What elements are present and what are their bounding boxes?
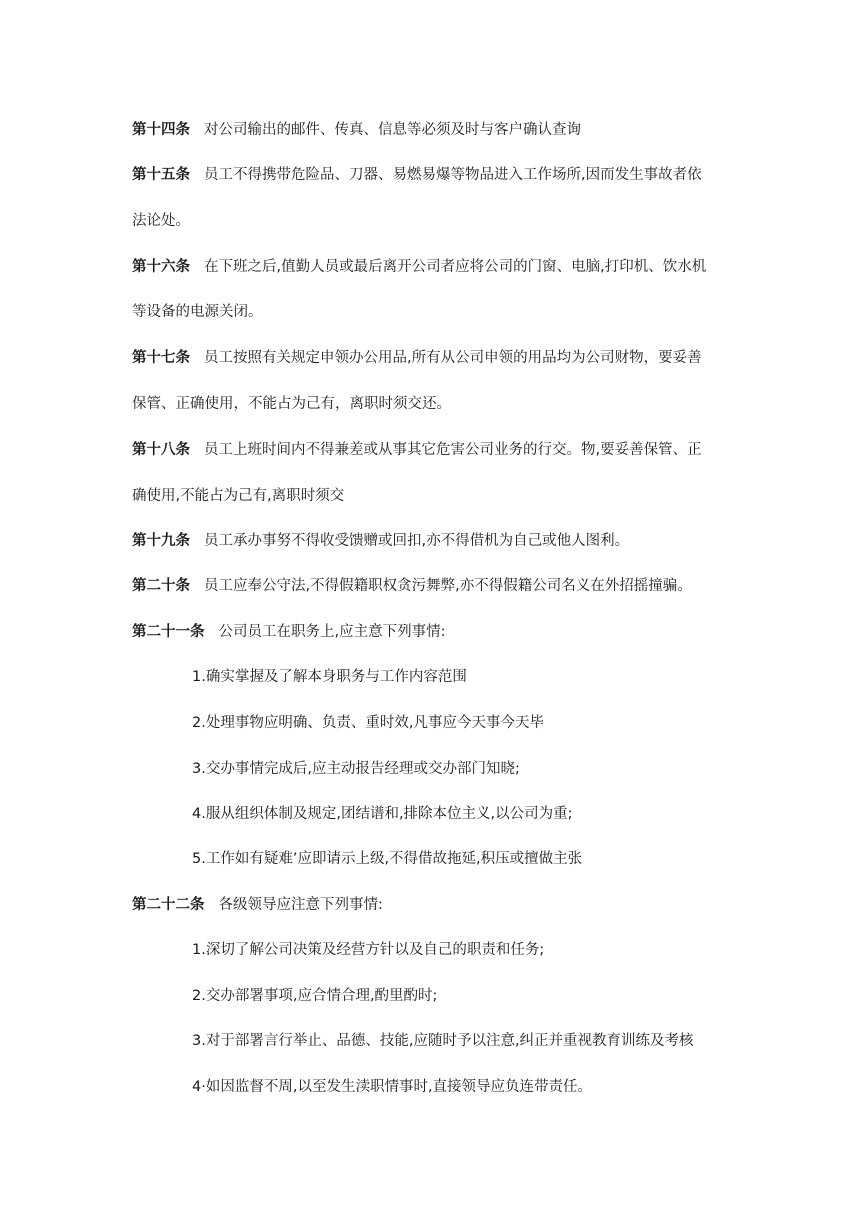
list-item (192, 940, 544, 960)
article-15 (132, 165, 702, 185)
article-15-continuation (132, 211, 190, 231)
list-item-text: 4·如因监督不周,以至发生渎职情事时,直接领导应负连带责任。 (192, 1079, 593, 1095)
article-number: 第十五条 (132, 167, 190, 183)
article-number: 第十九条 (132, 533, 190, 549)
list-item-text: 2.处理事物应明确、负责、重时效,凡事应今天事今天毕 (192, 715, 544, 731)
article-text: 员工不得携带危险品、刀器、易燃易爆等物品进入工作场所,因而发生事故者依 (204, 167, 702, 183)
article-text: 各级领导应注意下列事情: (218, 897, 383, 913)
article-text: 在下班之后,值勤人员或最后离开公司者应将公司的门窗、电脑,打印机、饮水机 (204, 259, 707, 275)
article-number: 第十七条 (132, 350, 190, 366)
article-text: 公司员工在职务上,应主意下列事情: (218, 624, 446, 640)
list-item-text: 2.交办部署事项,应合情合理,酌里酌时; (192, 988, 438, 1004)
article-18 (132, 440, 702, 460)
article-21 (132, 622, 446, 642)
article-19 (132, 531, 629, 551)
article-16 (132, 257, 706, 277)
list-item (192, 667, 467, 687)
list-item-text: 1.确实掌握及了解本身职务与工作内容范围 (192, 669, 467, 685)
list-item-text: 1.深切了解公司决策及经营方针以及自己的职责和任务; (192, 942, 545, 958)
article-22 (132, 895, 383, 915)
article-text: 等设备的电源关闭。 (132, 304, 263, 320)
article-text: 确使用,不能占为己有,离职时须交 (132, 488, 345, 504)
article-text: 员工承办事努不得收受馈赠或回扣,亦不得借机为自己或他人图利。 (204, 533, 630, 549)
list-item (192, 1077, 592, 1097)
article-14 (132, 120, 581, 140)
article-number: 第二十一条 (132, 624, 205, 640)
article-18-continuation (132, 486, 344, 506)
article-text: 对公司输出的邮件、传真、信息等必须及时与客户确认查询 (204, 122, 581, 138)
list-item (192, 804, 573, 824)
list-item-text: 3.对于部署言行举止、品德、技能,应随时予以注意,纠正并重视教育训练及考核 (192, 1033, 694, 1049)
article-number: 第十六条 (132, 259, 190, 275)
list-item (192, 713, 544, 733)
list-item-text: 3.交办事情完成后,应主动报告经理或交办部门知晓; (192, 761, 520, 777)
article-text: 法论处。 (132, 213, 190, 229)
article-number: 第二十二条 (132, 897, 205, 913)
list-item (192, 849, 582, 869)
article-text: 保管、正确使用，不能占为己有，离职时须交还。 (132, 396, 451, 412)
article-number: 第二十条 (132, 578, 190, 594)
article-text: 员工应奉公守法,不得假籍职权贪污舞弊,亦不得假籍公司名义在外招摇撞骗。 (204, 578, 692, 594)
article-text: 员工上班时间内不得兼差或从事其它危害公司业务的行交。物,要妥善保管、正 (204, 442, 702, 458)
list-item-text: 5.工作如有疑难’应即请示上级,不得借故拖延,积压或擅做主张 (192, 851, 583, 867)
list-item (192, 1031, 694, 1051)
list-item (192, 759, 520, 779)
article-20 (132, 576, 692, 596)
article-17 (132, 348, 702, 368)
list-item-text: 4.服从组织体制及规定,团结谱和,排除本位主义,以公司为重; (192, 806, 573, 822)
article-17-continuation (132, 394, 451, 414)
article-number: 第十八条 (132, 442, 190, 458)
list-item (192, 986, 437, 1006)
article-16-continuation (132, 302, 263, 322)
article-number: 第十四条 (132, 122, 190, 138)
article-text: 员工按照有关规定申领办公用品,所有从公司申领的用品均为公司财物，要妥善 (204, 350, 702, 366)
